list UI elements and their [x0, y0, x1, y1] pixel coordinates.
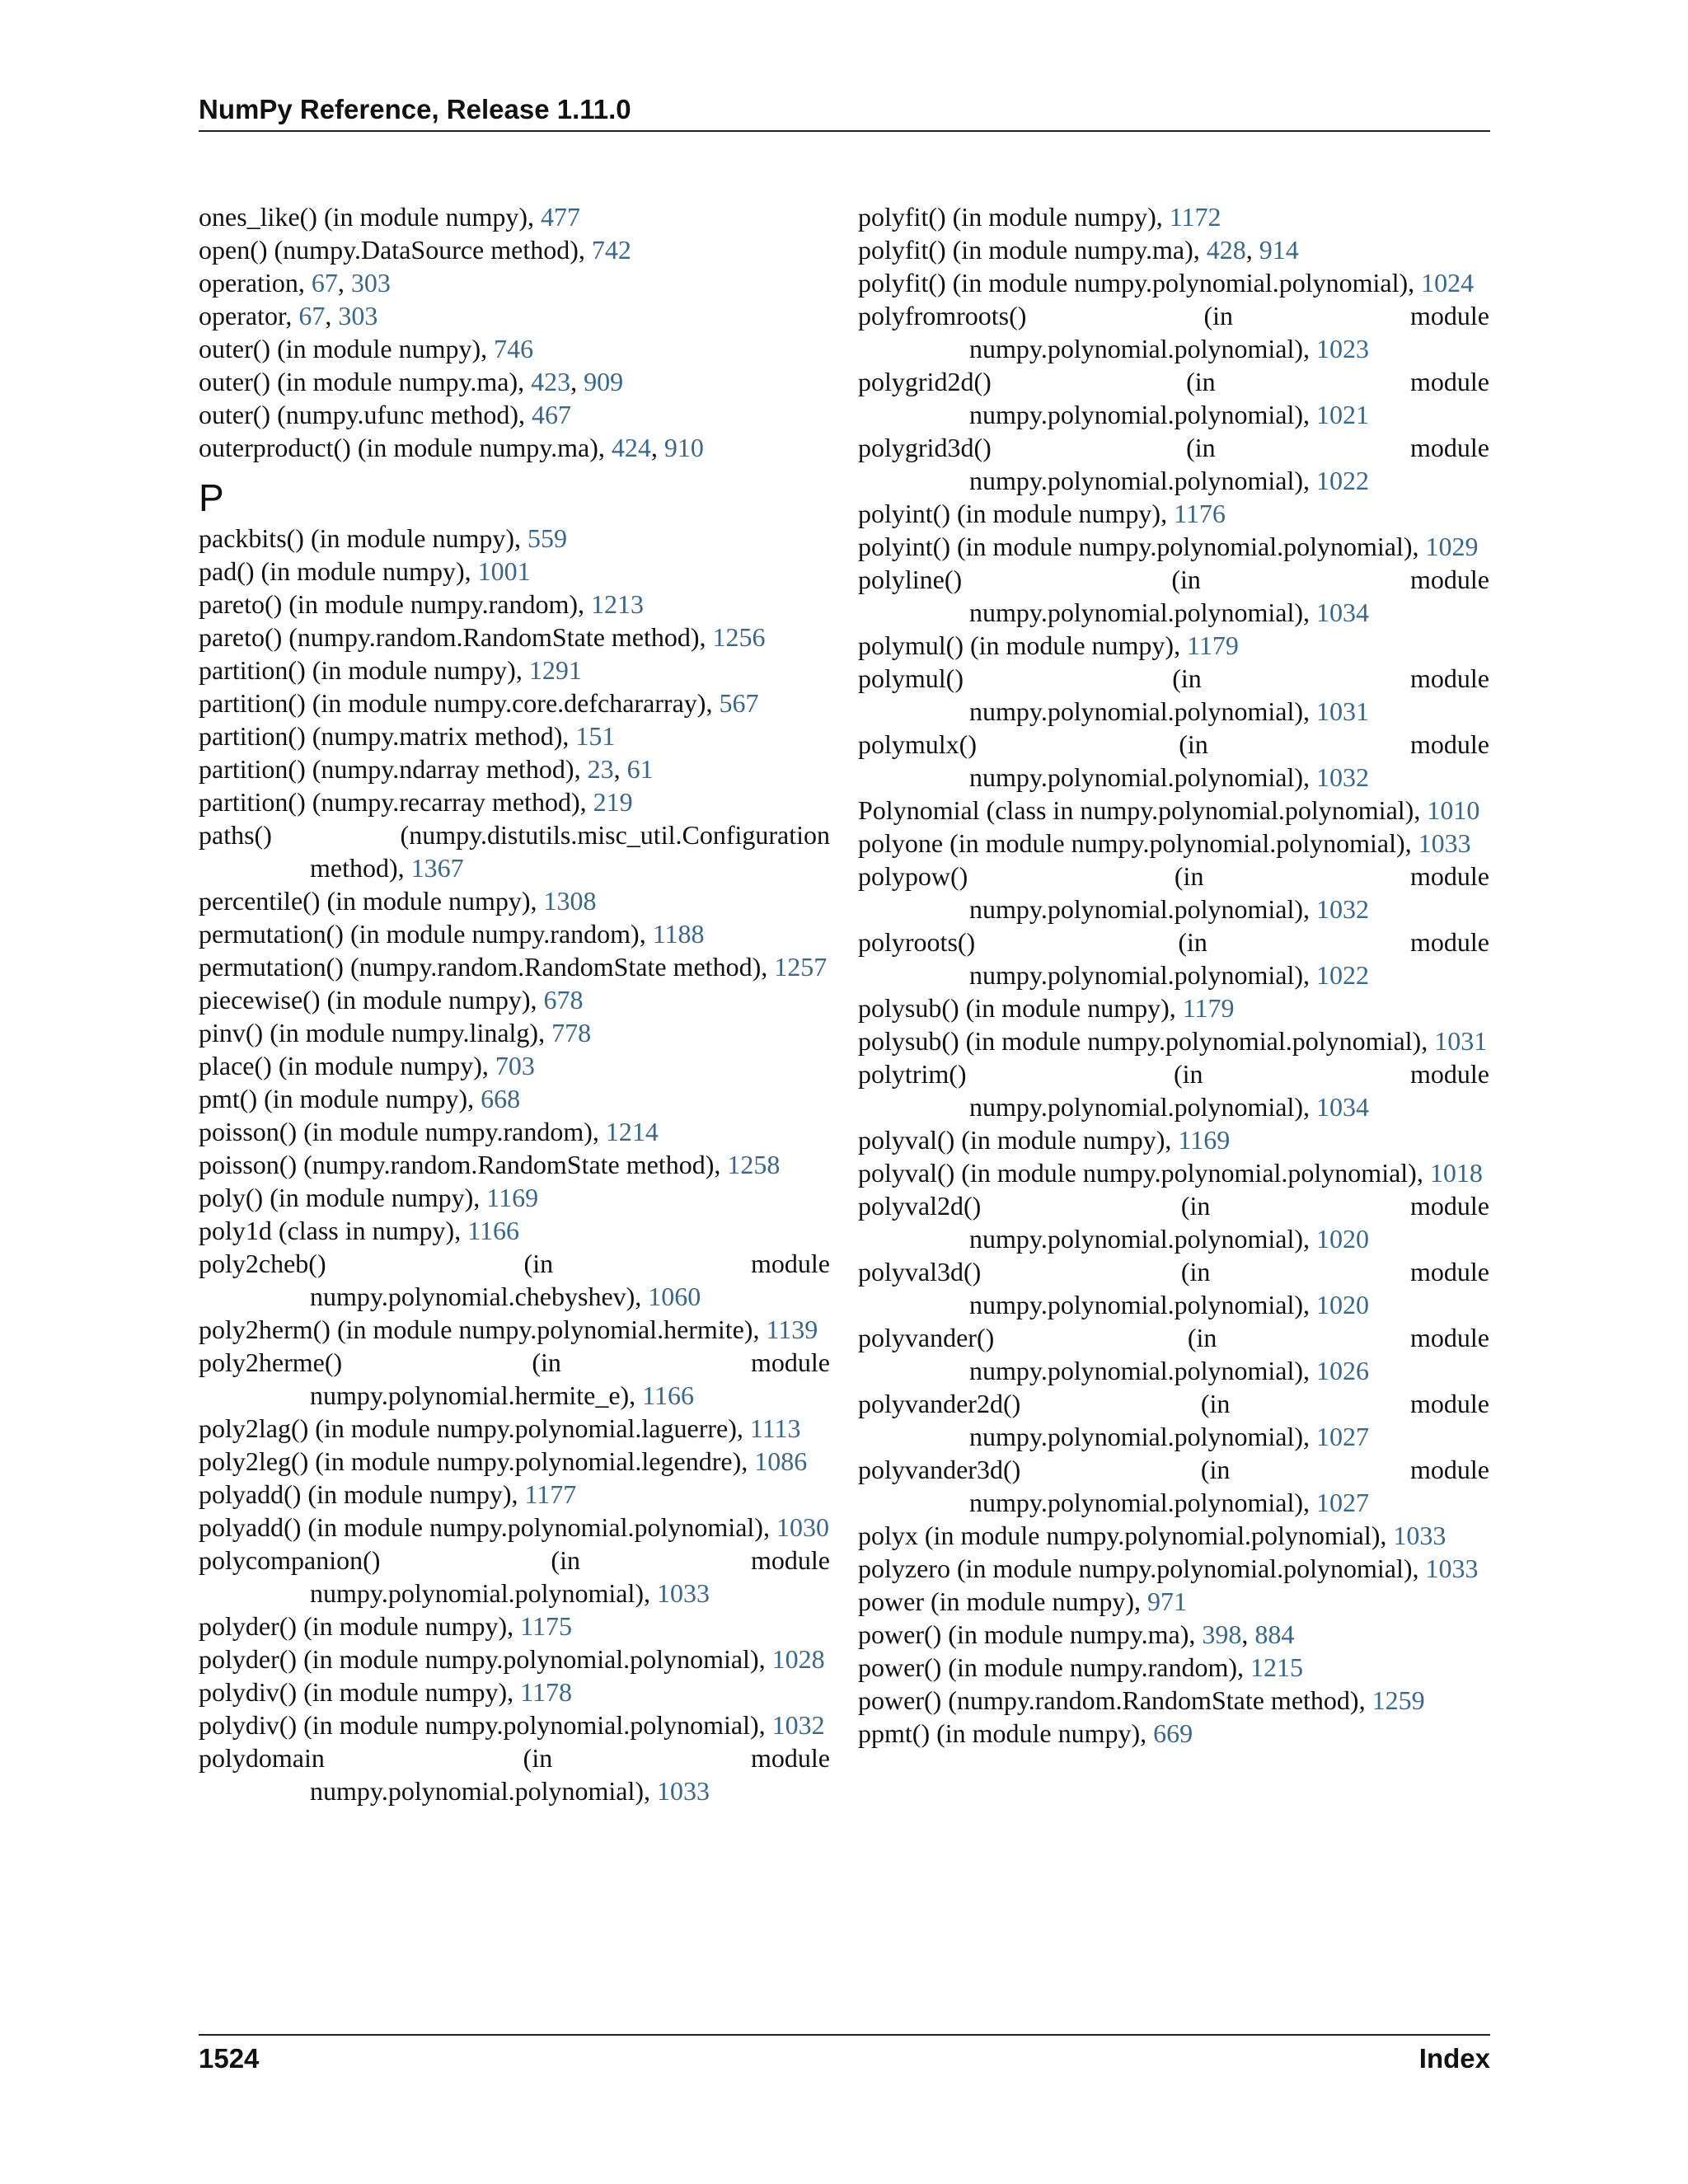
index-term: polyint() (in module numpy) — [858, 499, 1161, 528]
page-link[interactable]: 61 — [626, 754, 654, 784]
page-link[interactable]: 1026 — [1316, 1356, 1369, 1385]
index-term: poly2leg() (in module numpy.polynomial.legendre) — [199, 1446, 742, 1476]
index-term: poly1d (class in numpy) — [199, 1216, 455, 1245]
index-term: poly2herme() (in module numpy.polynomial.hermite_e) — [199, 1347, 830, 1410]
index-term: polyzero (in module numpy.polynomial.polynomial) — [858, 1554, 1413, 1583]
index-entry: polyone (in module numpy.polynomial.polynomial), 1033 — [858, 828, 1471, 858]
index-term: polypow() (in module numpy.polynomial.polynomial) — [858, 861, 1489, 924]
index-term: polygrid2d() (in module numpy.polynomial.polynomial) — [858, 367, 1489, 429]
page-link[interactable]: 1308 — [543, 886, 597, 916]
page-link[interactable]: 914 — [1259, 235, 1299, 265]
index-entry: operator, 67, 303 — [199, 301, 378, 330]
index-term: polydomain (in module numpy.polynomial.polynomial) — [199, 1743, 830, 1806]
page-link[interactable]: 1178 — [520, 1677, 572, 1707]
page-link[interactable]: 398 — [1202, 1619, 1242, 1649]
index-term: permutation() (numpy.random.RandomState method) — [199, 952, 762, 982]
footer-rule — [199, 2034, 1490, 2036]
index-term: pareto() (numpy.random.RandomState method) — [199, 622, 700, 652]
page-link[interactable]: 1022 — [1316, 466, 1369, 495]
page-link[interactable]: 1169 — [486, 1183, 539, 1212]
index-term: poisson() (numpy.random.RandomState method) — [199, 1150, 715, 1179]
index-term: polyvander() (in module numpy.polynomial.polynomial) — [858, 1323, 1489, 1385]
index-term: polyvander3d() (in module numpy.polynomial.polynomial) — [858, 1455, 1489, 1517]
index-entry: power() (numpy.random.RandomState method), 1259 — [858, 1685, 1425, 1715]
index-term: ones_like() (in module numpy) — [199, 202, 528, 232]
index-term: open() (numpy.DataSource method) — [199, 235, 579, 265]
page-link[interactable]: 1024 — [1421, 268, 1475, 298]
index-entry: polymulx() (in module numpy.polynomial.polynomial), 1032 — [858, 729, 1489, 792]
index-entry: poly2cheb() (in module numpy.polynomial.chebyshev), 1060 — [199, 1249, 830, 1311]
index-entry: poly() (in module numpy), 1169 — [199, 1183, 539, 1212]
index-term: polydiv() (in module numpy) — [199, 1677, 508, 1707]
page-link[interactable]: 1256 — [712, 622, 766, 652]
index-entry: polyder() (in module numpy.polynomial.polynomial), 1028 — [199, 1644, 825, 1674]
page-link[interactable]: 1213 — [591, 589, 645, 619]
section-name: Index — [1418, 2043, 1490, 2074]
index-entry: power() (in module numpy.random), 1215 — [858, 1652, 1304, 1682]
page-link[interactable]: 1172 — [1169, 202, 1221, 232]
page-link[interactable]: 1001 — [477, 556, 531, 586]
index-entry: permutation() (numpy.random.RandomState method), 1257 — [199, 952, 828, 982]
index-entry: polyfit() (in module numpy.polynomial.polynomial), 1024 — [858, 268, 1475, 298]
page-link[interactable]: 909 — [584, 367, 624, 396]
index-entry: polyval() (in module numpy.polynomial.polynomial), 1018 — [858, 1158, 1483, 1188]
index-entry: partition() (numpy.recarray method), 219 — [199, 787, 633, 817]
index-term: outer() (in module numpy.ma) — [199, 367, 518, 396]
page-link[interactable]: 1034 — [1316, 598, 1369, 627]
index-term: paths() (numpy.distutils.misc_util.Configuration method) — [199, 820, 830, 883]
page-link[interactable]: 303 — [338, 301, 378, 330]
page-link[interactable]: 668 — [481, 1084, 521, 1113]
page-link[interactable]: 1291 — [528, 655, 582, 685]
page-link[interactable]: 303 — [350, 268, 391, 298]
index-term: polyroots() (in module numpy.polynomial.polynomial) — [858, 927, 1489, 990]
index-term: polygrid3d() (in module numpy.polynomial.polynomial) — [858, 433, 1489, 495]
page-link[interactable]: 884 — [1254, 1619, 1295, 1649]
page-link[interactable]: 1177 — [524, 1479, 577, 1509]
page-link[interactable]: 1020 — [1316, 1224, 1369, 1254]
index-entry: packbits() (in module numpy), 559 — [199, 523, 568, 553]
page-link[interactable]: 1027 — [1316, 1422, 1369, 1451]
index-entry: poly2herm() (in module numpy.polynomial.hermite), 1139 — [199, 1315, 818, 1344]
page-link[interactable]: 678 — [543, 985, 584, 1015]
page-link[interactable]: 1179 — [1187, 630, 1239, 660]
page-link[interactable]: 910 — [663, 433, 704, 462]
index-term: partition() (numpy.matrix method) — [199, 721, 563, 751]
page-link[interactable]: 1020 — [1316, 1290, 1369, 1319]
index-column-left — [199, 200, 830, 1807]
index-term: partition() (numpy.ndarray method) — [199, 754, 574, 784]
page-link[interactable]: 1032 — [1316, 894, 1369, 924]
page-link[interactable]: 1031 — [1316, 696, 1369, 726]
index-term: polyval2d() (in module numpy.polynomial.polynomial) — [858, 1191, 1489, 1254]
index-term: permutation() (in module numpy.random) — [199, 919, 640, 949]
index-entry: polygrid3d() (in module numpy.polynomial.polynomial), 1022 — [858, 433, 1489, 495]
index-entry: partition() (in module numpy), 1291 — [199, 655, 582, 685]
page-link[interactable]: 67 — [298, 301, 326, 330]
page-link[interactable]: 423 — [531, 367, 571, 396]
index-term: polyfit() (in module numpy) — [858, 202, 1156, 232]
index-entry: open() (numpy.DataSource method), 742 — [199, 235, 631, 265]
index-entry: polymul() (in module numpy), 1179 — [858, 630, 1239, 660]
page-link[interactable]: 1257 — [774, 952, 828, 982]
index-entry: pareto() (numpy.random.RandomState method), 1256 — [199, 622, 766, 652]
page-link[interactable]: 1033 — [657, 1578, 710, 1608]
index-entry: polyroots() (in module numpy.polynomial.polynomial), 1022 — [858, 927, 1489, 990]
index-term: power() (in module numpy.random) — [858, 1652, 1238, 1682]
index-entry: outer() (numpy.ufunc method), 467 — [199, 400, 572, 429]
page-link[interactable]: 1175 — [520, 1611, 572, 1641]
index-term: packbits() (in module numpy) — [199, 523, 515, 553]
index-term: polyval() (in module numpy.polynomial.polynomial) — [858, 1158, 1417, 1188]
page-link[interactable]: 67 — [311, 268, 338, 298]
index-entry: poly2lag() (in module numpy.polynomial.laguerre), 1113 — [199, 1413, 801, 1443]
page-link[interactable]: 1031 — [1434, 1026, 1488, 1056]
page-link[interactable]: 778 — [551, 1018, 592, 1047]
page-link[interactable]: 1215 — [1250, 1652, 1304, 1682]
index-entry: ones_like() (in module numpy), 477 — [199, 202, 581, 232]
index-entry: operation, 67, 303 — [199, 268, 391, 298]
page-link[interactable]: 1188 — [652, 919, 705, 949]
index-entry: polyint() (in module numpy.polynomial.polynomial), 1029 — [858, 532, 1479, 561]
page-link[interactable]: 1033 — [1425, 1554, 1479, 1583]
index-term: polycompanion() (in module numpy.polynomial.polynomial) — [199, 1545, 830, 1608]
index-column-right — [858, 200, 1489, 1750]
index-term: polyval() (in module numpy) — [858, 1125, 1165, 1155]
index-term: poly() (in module numpy) — [199, 1183, 474, 1212]
index-entry: polyfit() (in module numpy), 1172 — [858, 202, 1221, 232]
page-link[interactable]: 23 — [587, 754, 614, 784]
index-entry: partition() (in module numpy.core.defchararray), 567 — [199, 688, 759, 718]
index-entry: polyfromroots() (in module numpy.polynomial.polynomial), 1023 — [858, 301, 1489, 363]
page-link[interactable]: 1086 — [754, 1446, 808, 1476]
page-link[interactable]: 1033 — [1418, 828, 1471, 858]
page-link[interactable]: 971 — [1147, 1586, 1188, 1616]
page-link[interactable]: 1029 — [1425, 532, 1479, 561]
page-link[interactable]: 219 — [593, 787, 633, 817]
index-term: polyfit() (in module numpy.polynomial.polynomial) — [858, 268, 1409, 298]
index-entry: partition() (numpy.matrix method), 151 — [199, 721, 616, 751]
index-entry: polyval() (in module numpy), 1169 — [858, 1125, 1231, 1155]
index-entry: paths() (numpy.distutils.misc_util.Configuration method), 1367 — [199, 820, 830, 883]
page-link[interactable]: 428 — [1206, 235, 1246, 265]
index-term: outerproduct() (in module numpy.ma) — [199, 433, 598, 462]
page-link[interactable]: 1022 — [1316, 960, 1369, 990]
index-entry: polyx (in module numpy.polynomial.polynomial), 1033 — [858, 1521, 1447, 1550]
index-term: power() (numpy.random.RandomState method) — [858, 1685, 1359, 1715]
index-entry: polyvander2d() (in module numpy.polynomial.polynomial), 1027 — [858, 1389, 1489, 1451]
index-term: polyint() (in module numpy.polynomial.polynomial) — [858, 532, 1413, 561]
index-entry: place() (in module numpy), 703 — [199, 1051, 535, 1080]
page-number: 1524 — [199, 2043, 260, 2074]
index-term: polyone (in module numpy.polynomial.polynomial) — [858, 828, 1405, 858]
index-term: pmt() (in module numpy) — [199, 1084, 468, 1113]
index-entry: Polynomial (class in numpy.polynomial.polynomial), 1010 — [858, 795, 1480, 825]
index-entry: percentile() (in module numpy), 1308 — [199, 886, 597, 916]
index-entry: outerproduct() (in module numpy.ma), 424, 910 — [199, 433, 704, 462]
index-entry: pareto() (in module numpy.random), 1213 — [199, 589, 645, 619]
page-link[interactable]: 424 — [611, 433, 651, 462]
page-link[interactable]: 1367 — [410, 853, 464, 883]
index-entry: polyline() (in module numpy.polynomial.polynomial), 1034 — [858, 565, 1489, 627]
index-entry: polydiv() (in module numpy.polynomial.polynomial), 1032 — [199, 1710, 825, 1740]
index-entry: polydiv() (in module numpy), 1178 — [199, 1677, 572, 1707]
index-term: power() (in module numpy.ma) — [858, 1619, 1189, 1649]
page-link[interactable]: 1027 — [1316, 1488, 1369, 1517]
index-term: polyder() (in module numpy) — [199, 1611, 508, 1641]
index-term: polyline() (in module numpy.polynomial.polynomial) — [858, 565, 1489, 627]
page-link[interactable]: 1032 — [1316, 762, 1369, 792]
index-entry: poisson() (numpy.random.RandomState method), 1258 — [199, 1150, 781, 1179]
index-entry: polyvander() (in module numpy.polynomial.polynomial), 1026 — [858, 1323, 1489, 1385]
index-term: pad() (in module numpy) — [199, 556, 465, 586]
index-entry: polygrid2d() (in module numpy.polynomial.polynomial), 1021 — [858, 367, 1489, 429]
index-entry: polyadd() (in module numpy), 1177 — [199, 1479, 577, 1509]
page-link[interactable]: 1030 — [776, 1512, 829, 1542]
index-entry: polyint() (in module numpy), 1176 — [858, 499, 1226, 528]
index-term: polymul() (in module numpy) — [858, 630, 1175, 660]
index-term: power (in module numpy) — [858, 1586, 1135, 1616]
index-entry: power (in module numpy), 971 — [858, 1586, 1188, 1616]
index-term: polysub() (in module numpy) — [858, 993, 1170, 1023]
index-term: polymul() (in module numpy.polynomial.polynomial) — [858, 663, 1489, 726]
index-letter-heading: P — [199, 476, 224, 519]
index-term: outer() (in module numpy) — [199, 334, 481, 363]
index-term: partition() (in module numpy) — [199, 655, 516, 685]
index-term: pareto() (in module numpy.random) — [199, 589, 579, 619]
index-entry: outer() (in module numpy), 746 — [199, 334, 534, 363]
index-entry: ppmt() (in module numpy), 669 — [858, 1718, 1193, 1748]
index-term: polyadd() (in module numpy) — [199, 1479, 512, 1509]
page-link[interactable]: 1060 — [648, 1282, 701, 1311]
index-term: outer() (numpy.ufunc method) — [199, 400, 519, 429]
page-link[interactable]: 1259 — [1372, 1685, 1425, 1715]
index-entry: power() (in module numpy.ma), 398, 884 — [858, 1619, 1295, 1649]
index-entry: pmt() (in module numpy), 668 — [199, 1084, 521, 1113]
index-term: Polynomial (class in numpy.polynomial.polynomial) — [858, 795, 1414, 825]
index-entry: pinv() (in module numpy.linalg), 778 — [199, 1018, 592, 1047]
page-link[interactable]: 669 — [1153, 1718, 1193, 1748]
index-entry: poly1d (class in numpy), 1166 — [199, 1216, 519, 1245]
index-entry: polyder() (in module numpy), 1175 — [199, 1611, 572, 1641]
page-link[interactable]: 1139 — [766, 1315, 818, 1344]
index-term: poly2herm() (in module numpy.polynomial.hermite) — [199, 1315, 753, 1344]
index-entry: polyadd() (in module numpy.polynomial.polynomial), 1030 — [199, 1512, 829, 1542]
index-entry: polypow() (in module numpy.polynomial.polynomial), 1032 — [858, 861, 1489, 924]
page-link[interactable]: 1176 — [1174, 499, 1226, 528]
index-entry: permutation() (in module numpy.random), 1188 — [199, 919, 705, 949]
index-term: ppmt() (in module numpy) — [858, 1718, 1141, 1748]
page-link[interactable]: 1113 — [749, 1413, 801, 1443]
index-term: poisson() (in module numpy.random) — [199, 1117, 593, 1146]
index-entry: polysub() (in module numpy), 1179 — [858, 993, 1235, 1023]
index-entry: pad() (in module numpy), 1001 — [199, 556, 531, 586]
index-entry: polyval2d() (in module numpy.polynomial.polynomial), 1020 — [858, 1191, 1489, 1254]
index-entry: polyzero (in module numpy.polynomial.polynomial), 1033 — [858, 1554, 1479, 1583]
page-link[interactable]: 1028 — [771, 1644, 825, 1674]
page-link[interactable]: 1018 — [1429, 1158, 1483, 1188]
index-term: polytrim() (in module numpy.polynomial.polynomial) — [858, 1059, 1489, 1122]
index-term: poly2cheb() (in module numpy.polynomial.chebyshev) — [199, 1249, 830, 1311]
index-term: polyfromroots() (in module numpy.polynomial.polynomial) — [858, 301, 1489, 363]
index-entry: polyfit() (in module numpy.ma), 428, 914 — [858, 235, 1299, 265]
page-link[interactable]: 1214 — [605, 1117, 659, 1146]
index-entry: outer() (in module numpy.ma), 423, 909 — [199, 367, 624, 396]
index-entry: polycompanion() (in module numpy.polynomial.polynomial), 1033 — [199, 1545, 830, 1608]
index-term: polyfit() (in module numpy.ma) — [858, 235, 1193, 265]
page-link[interactable]: 151 — [575, 721, 616, 751]
index-entry: polydomain (in module numpy.polynomial.polynomial), 1033 — [199, 1743, 830, 1806]
index-term: place() (in module numpy) — [199, 1051, 482, 1080]
index-entry: poisson() (in module numpy.random), 1214 — [199, 1117, 659, 1146]
index-term: partition() (numpy.recarray method) — [199, 787, 580, 817]
index-entry: polyvander3d() (in module numpy.polynomial.polynomial), 1027 — [858, 1455, 1489, 1517]
page-link[interactable]: 703 — [495, 1051, 535, 1080]
index-entry: polymul() (in module numpy.polynomial.polynomial), 1031 — [858, 663, 1489, 726]
index-term: pinv() (in module numpy.linalg) — [199, 1018, 539, 1047]
page-link[interactable]: 1021 — [1316, 400, 1369, 429]
index-entry: polyval3d() (in module numpy.polynomial.polynomial), 1020 — [858, 1257, 1489, 1319]
index-entry: piecewise() (in module numpy), 678 — [199, 985, 584, 1015]
header-rule — [199, 130, 1490, 132]
index-term: piecewise() (in module numpy) — [199, 985, 531, 1015]
index-term: percentile() (in module numpy) — [199, 886, 531, 916]
index-term: polydiv() (in module numpy.polynomial.polynomial) — [199, 1710, 759, 1740]
page-link[interactable]: 567 — [719, 688, 759, 718]
page-link[interactable]: 746 — [494, 334, 534, 363]
index-term: polysub() (in module numpy.polynomial.polynomial) — [858, 1026, 1422, 1056]
running-header: NumPy Reference, Release 1.11.0 — [199, 94, 631, 124]
index-entry: poly2herme() (in module numpy.polynomial.hermite_e), 1166 — [199, 1347, 830, 1410]
index-term: poly2lag() (in module numpy.polynomial.laguerre) — [199, 1413, 737, 1443]
page-link[interactable]: 1258 — [727, 1150, 781, 1179]
index-term: polyder() (in module numpy.polynomial.polynomial) — [199, 1644, 759, 1674]
index-term: polyx (in module numpy.polynomial.polynomial) — [858, 1521, 1381, 1550]
index-entry: poly2leg() (in module numpy.polynomial.legendre), 1086 — [199, 1446, 808, 1476]
index-term: partition() (in module numpy.core.defchararray) — [199, 688, 706, 718]
page-link[interactable]: 467 — [532, 400, 572, 429]
page-link[interactable]: 559 — [528, 523, 568, 553]
page-link[interactable]: 477 — [541, 202, 581, 232]
index-term: polyval3d() (in module numpy.polynomial.polynomial) — [858, 1257, 1489, 1319]
index-entry: polysub() (in module numpy.polynomial.polynomial), 1031 — [858, 1026, 1488, 1056]
index-term: polyvander2d() (in module numpy.polynomial.polynomial) — [858, 1389, 1489, 1451]
index-term: polyadd() (in module numpy.polynomial.polynomial) — [199, 1512, 763, 1542]
page-link[interactable]: 1033 — [1393, 1521, 1447, 1550]
page-link[interactable]: 1032 — [771, 1710, 825, 1740]
page-link[interactable]: 1166 — [642, 1380, 694, 1410]
index-term: operation — [199, 268, 298, 298]
index-entry: polytrim() (in module numpy.polynomial.polynomial), 1034 — [858, 1059, 1489, 1122]
index-term: operator — [199, 301, 286, 330]
page-link[interactable]: 742 — [591, 235, 631, 265]
index-term: polymulx() (in module numpy.polynomial.polynomial) — [858, 729, 1489, 792]
page-link[interactable]: 1179 — [1182, 993, 1235, 1023]
page-link[interactable]: 1169 — [1178, 1125, 1231, 1155]
index-entry: partition() (numpy.ndarray method), 23, 61 — [199, 754, 654, 784]
page-link[interactable]: 1010 — [1427, 795, 1480, 825]
page-link[interactable]: 1034 — [1316, 1092, 1369, 1122]
page-link[interactable]: 1166 — [467, 1216, 519, 1245]
page-link[interactable]: 1033 — [657, 1776, 710, 1806]
page-link[interactable]: 1023 — [1316, 334, 1369, 363]
